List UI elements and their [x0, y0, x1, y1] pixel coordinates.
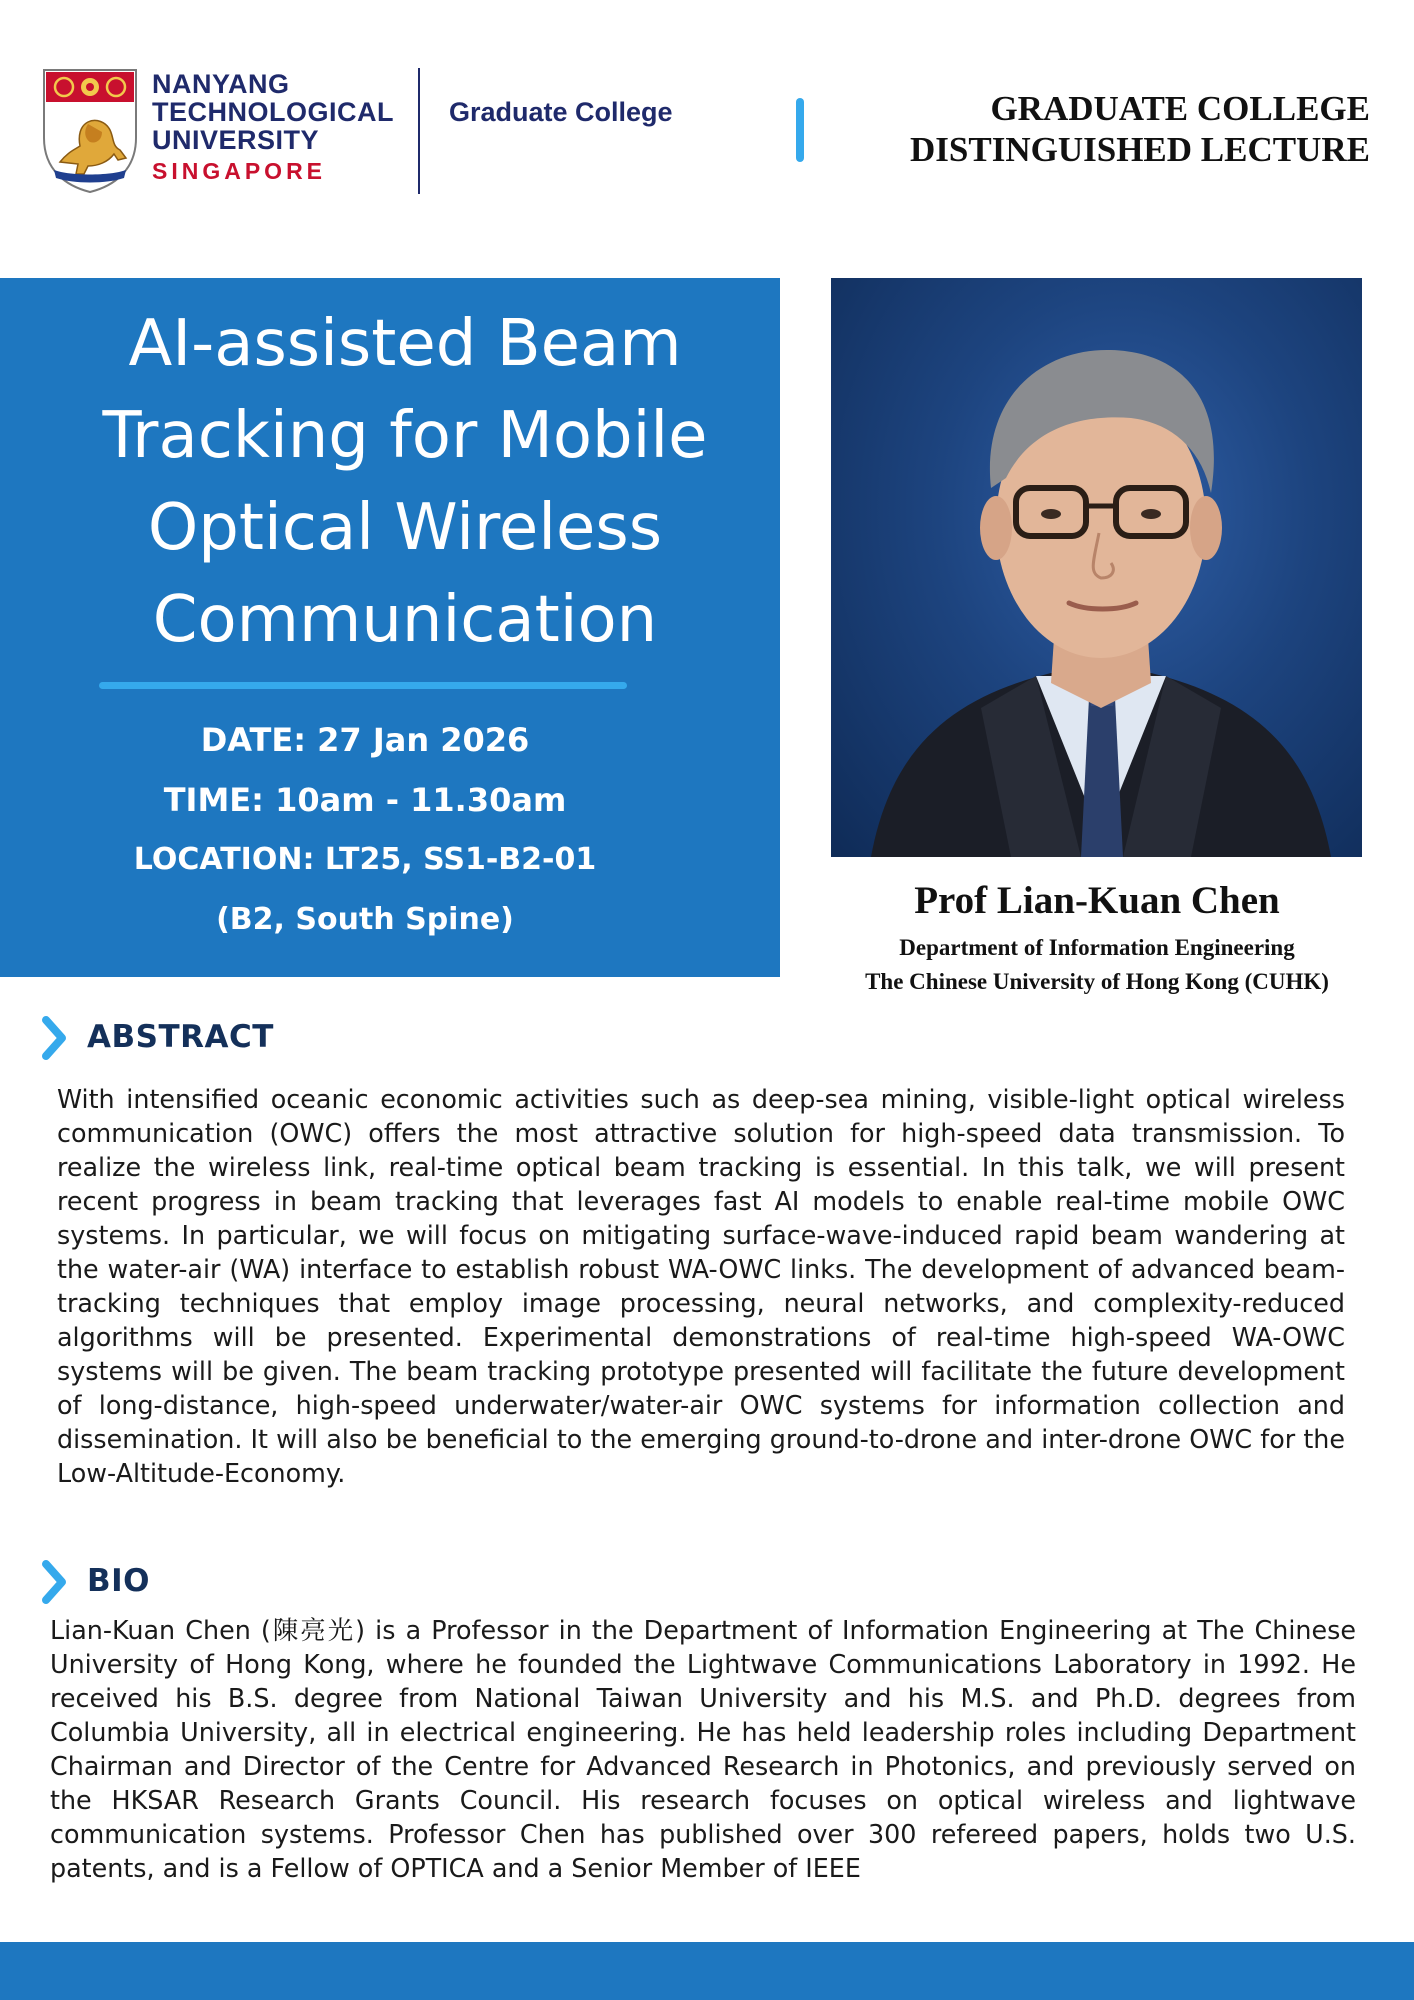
abstract-text: With intensified oceanic economic activities such as deep-sea mining, visible-light optical wireless communication (OWC) offers the most attractive solution for high-speed data transmission. To realize the wireless link, real-time optical beam tracking is essential. In this talk, we will present recent progress in beam tracking that leverages fast AI models to enable real-time mobile OWC systems. In particular, we will focus on mitigating surface-wave-induced rapid beam wandering at the water-air (WA) interface to establish robust WA-OWC links. The development of advanced beam-tracking techniques that employ image processing, neural networks, and complexity-reduced algorithms will be presented. Experimental demonstrations of real-time high-speed WA-OWC systems will be given. The beam tracking prototype presented will facilitate the future development of long-distance, high-speed underwater/water-air OWC systems for information collection and dissemination. It will also be beneficial to the emerging ground-to-drone and inter-drone OWC for the Low-Altitude-Economy. [57, 1084, 1345, 1488]
header-divider [418, 68, 420, 194]
ntu-line-1: NANYANG [152, 69, 290, 99]
speaker-department: Department of Information Engineering [899, 935, 1295, 960]
event-time: TIME: 10am - 11.30am [163, 781, 567, 819]
talk-title-line-2: Tracking for Mobile [102, 399, 708, 473]
header-accent-bar [796, 98, 804, 162]
speaker-portrait-icon [831, 278, 1362, 857]
event-location: LOCATION: LT25, SS1-B2-01 [133, 842, 597, 877]
talk-title-line-3: Optical Wireless [147, 491, 663, 565]
chevron-right-icon [40, 1016, 68, 1060]
speaker-university: The Chinese University of Hong Kong (CUHK) [865, 969, 1329, 994]
lecture-title-line-2: DISTINGUISHED LECTURE [910, 130, 1370, 169]
ntu-line-2: TECHNOLOGICAL [152, 97, 394, 127]
talk-title [20, 298, 790, 666]
abstract-title: ABSTRACT [87, 1019, 274, 1055]
speaker-photo [831, 278, 1362, 857]
ntu-crest-icon [40, 66, 140, 194]
unit-name: Graduate College [449, 97, 673, 127]
event-details [0, 710, 730, 950]
lecture-title-line-1: GRADUATE COLLEGE [990, 89, 1370, 128]
header [0, 0, 1414, 230]
bio-text: Lian-Kuan Chen (陳亮光) is a Professor in the Department of Information Engineering at The Chinese University of Hong Kong, where he founded the Lightwave Communications Laboratory in 1992. He received his B.S. degree from National Taiwan University and his M.S. and Ph.D. degrees from Columbia University, all in electrical engineering. He has held leadership roles including Department Chairman and Director of the Centre for Advanced Research in Photonics, and previously served on the HKSAR Research Grants Council. His research focuses on optical wireless and lightwave communication systems. Professor Chen has published over 300 refereed papers, holds two U.S. patents, and is a Fellow of OPTICA and a Senior Member of IEEE [50, 1615, 1356, 1883]
ntu-wordmark [152, 70, 394, 186]
title-underline [99, 682, 627, 689]
bio-title: BIO [87, 1563, 151, 1599]
talk-info-panel [0, 278, 780, 977]
event-date: DATE: 27 Jan 2026 [200, 721, 530, 759]
talk-title-line-4: Communication [152, 583, 658, 657]
ntu-country: SINGAPORE [152, 158, 327, 184]
lecture-series-title [910, 88, 1370, 170]
footer-bar [0, 1942, 1414, 2000]
event-location-detail: (B2, South Spine) [216, 902, 514, 937]
speaker-name: Prof Lian-Kuan Chen [914, 879, 1280, 922]
chevron-right-icon [40, 1560, 68, 1604]
ntu-line-3: UNIVERSITY [152, 125, 320, 155]
talk-title-line-1: AI-assisted Beam [128, 307, 682, 381]
